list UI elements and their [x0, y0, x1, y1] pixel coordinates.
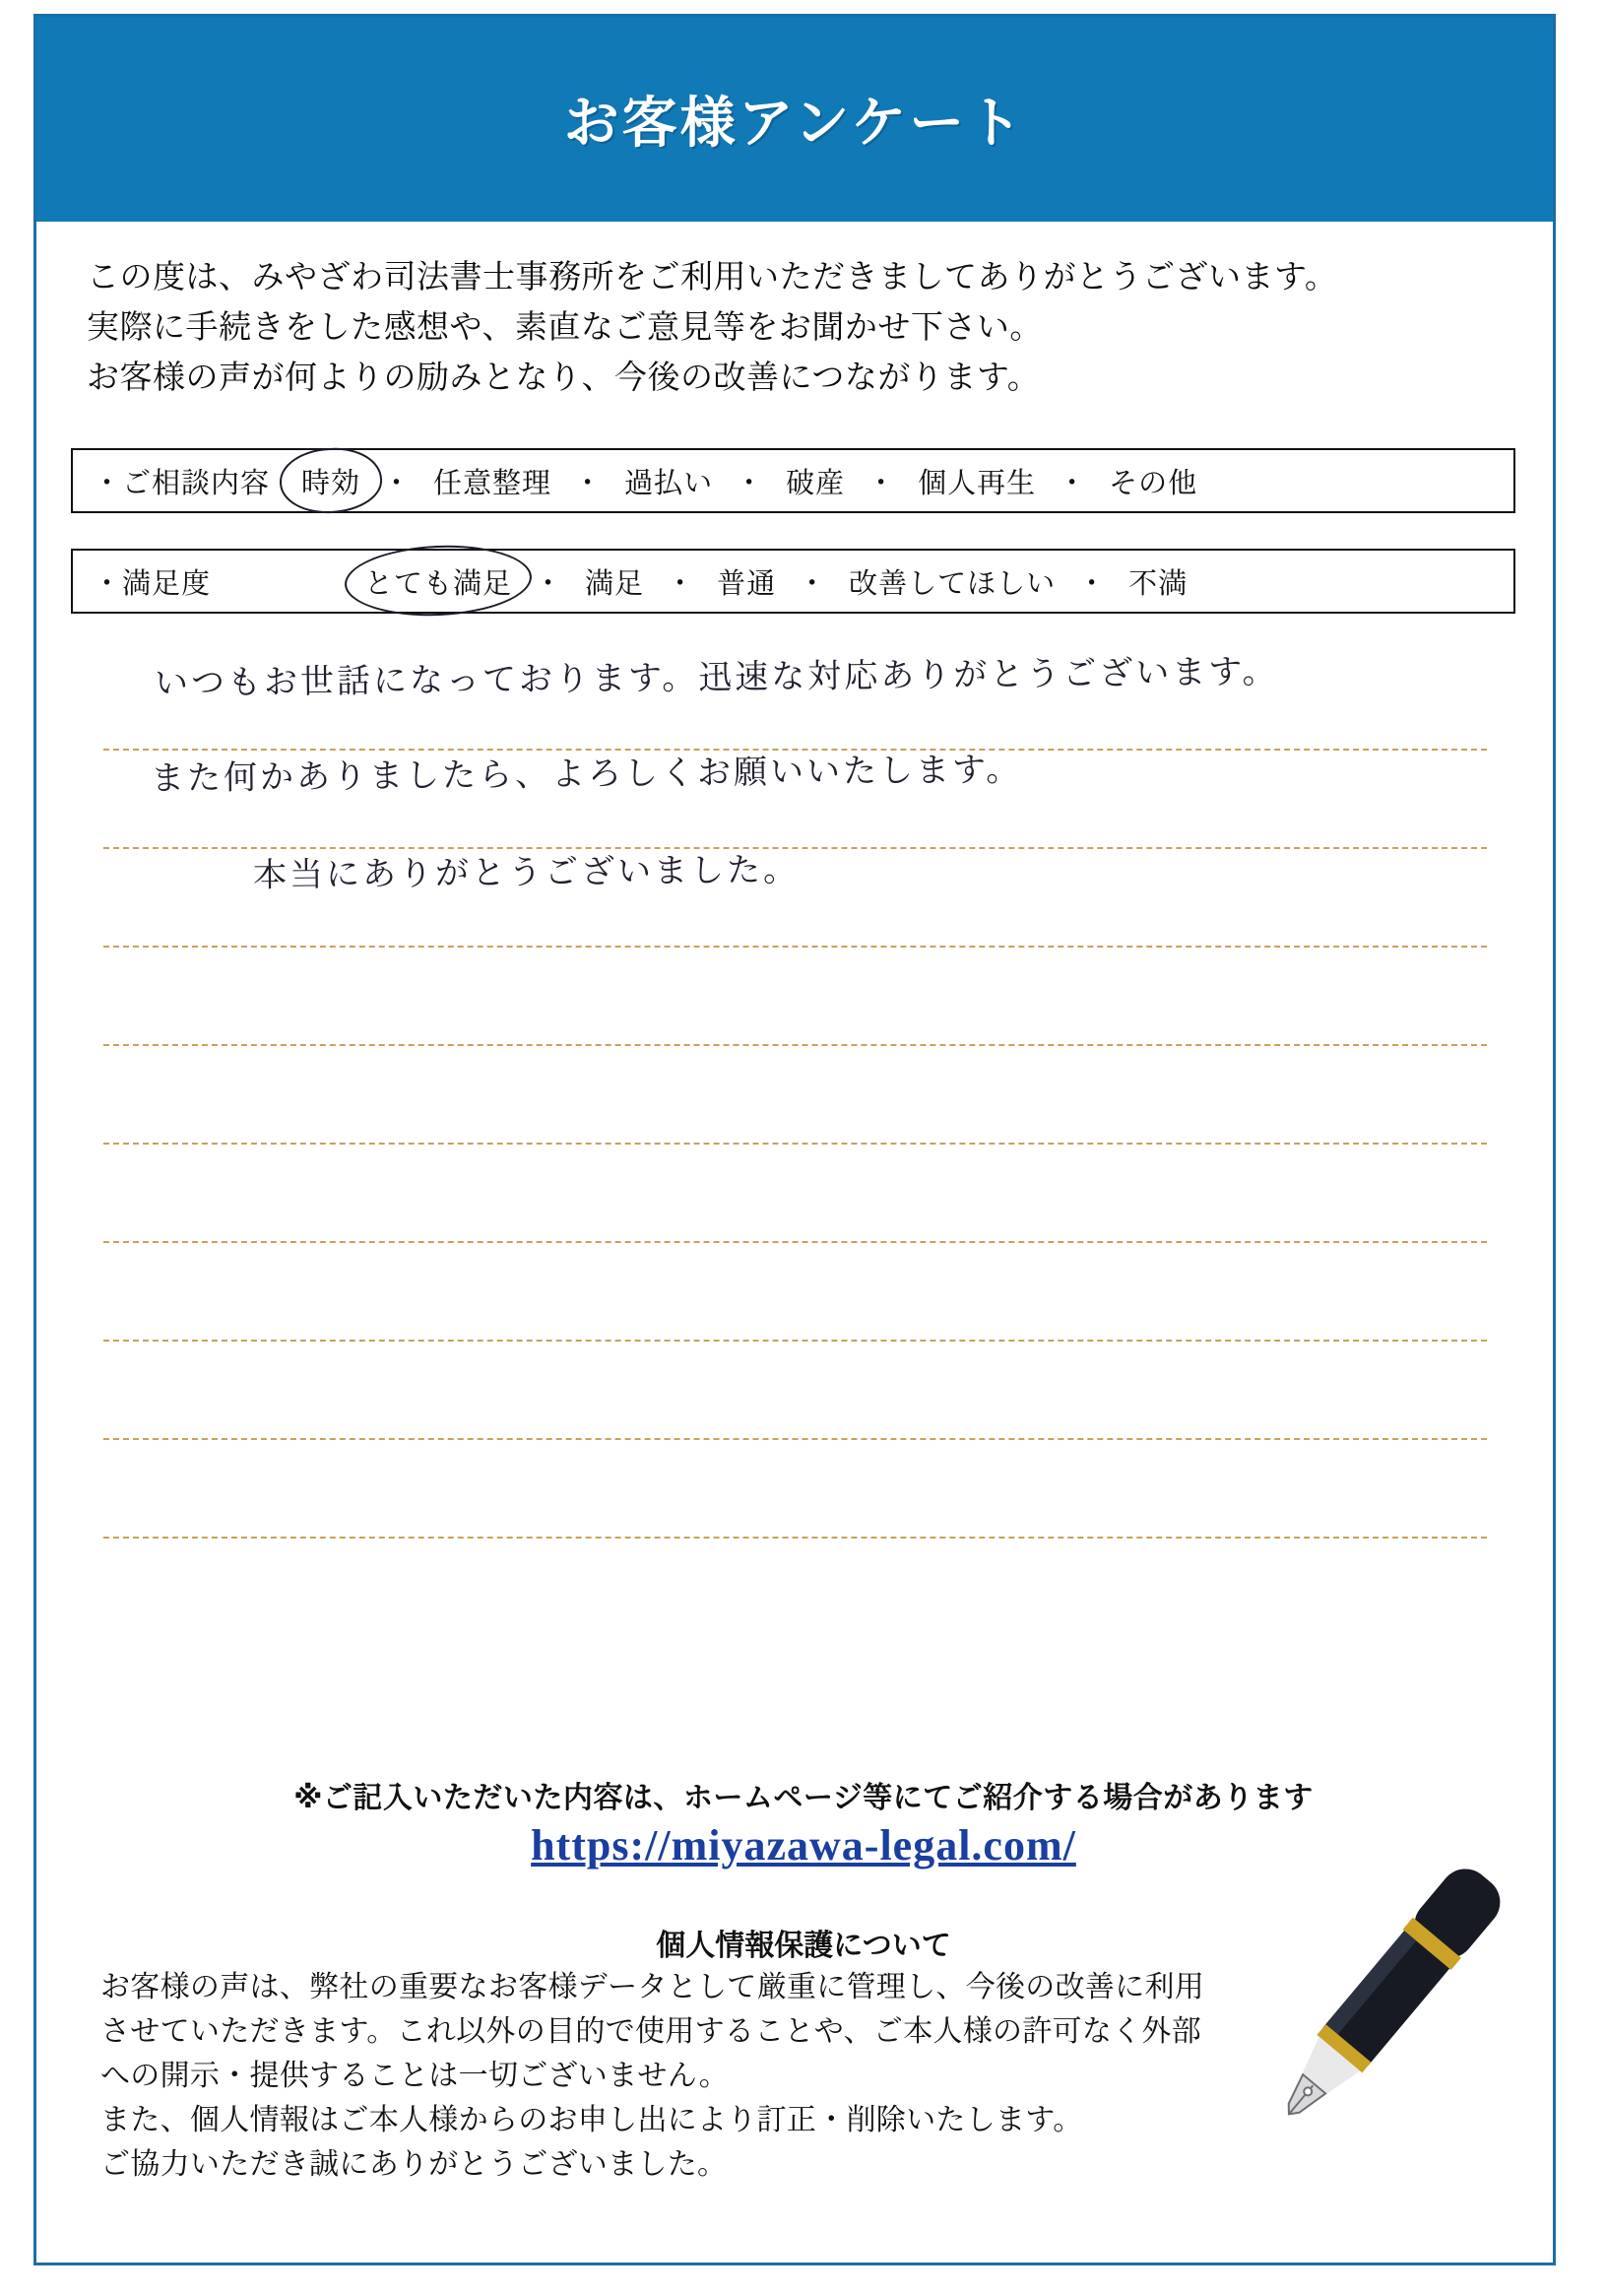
option-consult-kabarai[interactable]: 過払い [624, 467, 714, 499]
option-separator: ・ [798, 567, 828, 600]
header-band [36, 17, 1553, 222]
handwritten-line-2: また何かありましたら、よろしくお願いいたします。 [150, 750, 1023, 799]
option-separator: ・ [1058, 467, 1088, 499]
option-satisfaction-futsuu[interactable]: 普通 [717, 567, 777, 600]
consultation-type-row [71, 448, 1515, 513]
privacy-line-4: また、個人情報はご本人様からのお申し出により訂正・削除いたします。 [100, 2104, 1083, 2136]
privacy-line-2: させていただきます。これ以外の目的で使用することや、ご本人様の許可なく外部 [100, 2015, 1202, 2048]
option-separator: ・ [867, 467, 897, 499]
rule-line [103, 1537, 1487, 1539]
comment-write-area[interactable] [103, 652, 1487, 1655]
intro-line-2: 実際に手続きをした感想や、素直なご意見等をお聞かせ下さい。 [87, 308, 1043, 346]
consultation-type-options [295, 461, 1203, 501]
option-consult-jikou[interactable]: 時効 [295, 461, 366, 501]
usage-disclaimer: ※ご記入いただいた内容は、ホームページ等にてご紹介する場合があります [293, 1782, 1314, 1814]
rule-line [103, 1044, 1487, 1046]
page-title: お客様アンケート [563, 92, 1026, 154]
satisfaction-options [358, 561, 1193, 602]
privacy-policy-title: 個人情報保護について [656, 1930, 951, 1962]
privacy-line-5: ご協力いただき誠にありがとうございました。 [100, 2148, 728, 2181]
option-consult-hasan[interactable]: 破産 [786, 467, 846, 499]
rule-line [103, 946, 1487, 948]
rule-line [103, 1241, 1487, 1243]
privacy-line-1: お客様の声は、弊社の重要なお客様データとして厳重に管理し、今後の改善に利用 [100, 1971, 1205, 2003]
option-satisfaction-manzoku[interactable]: 満足 [585, 567, 645, 600]
rule-line [103, 1143, 1487, 1145]
option-separator: ・ [1077, 567, 1108, 600]
satisfaction-row [71, 549, 1515, 614]
option-consult-kojin-saisei[interactable]: 個人再生 [918, 467, 1037, 499]
option-satisfaction-kaizen[interactable]: 改善してほしい [849, 567, 1057, 600]
option-separator: ・ [573, 467, 604, 499]
option-consult-nini-seiri[interactable]: 任意整理 [433, 467, 552, 499]
option-separator: ・ [534, 567, 564, 600]
intro-line-3: お客様の声が何よりの励みとなり、今後の改善につながります。 [87, 359, 1041, 396]
privacy-policy-body [100, 1965, 1410, 2187]
privacy-line-3: への開示・提供することは一切ございません。 [100, 2060, 730, 2092]
rule-line [103, 1438, 1487, 1440]
handwritten-line-3: 本当にありがとうございました。 [252, 850, 801, 895]
handwritten-line-1: いつもお世話になっております。迅速な対応ありがとうございます。 [154, 652, 1279, 703]
rule-line [103, 1340, 1487, 1342]
intro-line-1: この度は、みやざわ司法書士事務所をご利用いただきましてありがとうございます。 [87, 258, 1338, 295]
option-separator: ・ [382, 467, 413, 499]
option-separator: ・ [735, 467, 765, 499]
option-satisfaction-fuman[interactable]: 不満 [1128, 567, 1189, 600]
satisfaction-label: ・満足度 [93, 567, 212, 600]
option-satisfaction-totemo-manzoku[interactable]: とても満足 [358, 561, 518, 602]
option-separator: ・ [666, 567, 696, 600]
consultation-type-label: ・ご相談内容 [93, 467, 271, 499]
intro-paragraph [87, 251, 1485, 402]
option-consult-sonota[interactable]: その他 [1109, 467, 1198, 499]
website-link[interactable]: https://miyazawa-legal.com/ [531, 1821, 1076, 1870]
